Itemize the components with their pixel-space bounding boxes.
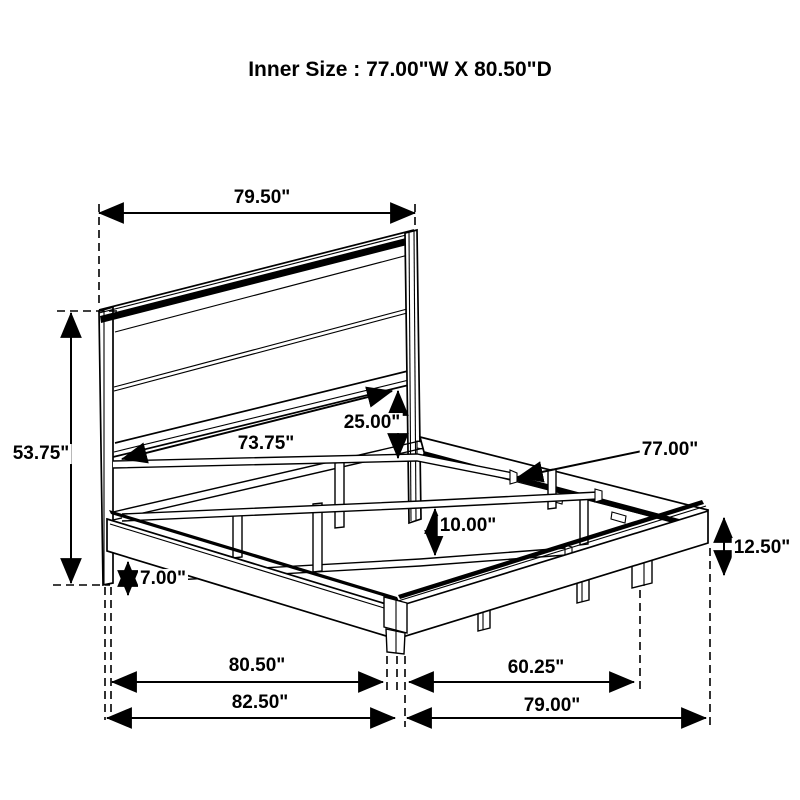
leader-line-77-00	[518, 451, 642, 477]
headboard-top-rail-edge	[100, 236, 415, 323]
dim-headboard-height: 53.75"	[12, 443, 70, 465]
headboard-right-post	[405, 230, 421, 523]
dim-rail-floor-clearance: 7.00"	[140, 568, 186, 590]
slat-tab	[611, 512, 626, 523]
slat-support-strut	[548, 469, 556, 509]
dim-slat-support-height: 10.00"	[439, 515, 497, 537]
dim-headboard-width: 79.50"	[233, 187, 291, 209]
dim-footboard-leg-span: 60.25"	[507, 657, 565, 679]
dim-side-rail-length: 80.50"	[228, 655, 286, 677]
dim-overall-width: 79.00"	[523, 695, 581, 717]
slat-support-strut	[335, 462, 344, 528]
dim-headboard-inner-width: 73.75"	[237, 433, 295, 455]
dim-slat-rail-length: 77.00"	[641, 439, 699, 461]
dim-frame-side-height: 12.50"	[733, 537, 791, 559]
dim-headboard-panel-height: 25.00"	[343, 412, 401, 434]
slat-support-strut	[313, 503, 322, 572]
bed-frame-near	[107, 500, 708, 654]
dim-overall-depth: 82.50"	[231, 692, 289, 714]
diagram-title: Inner Size : 77.00"W X 80.50"D	[248, 58, 552, 81]
slat-rail-2	[122, 492, 598, 521]
